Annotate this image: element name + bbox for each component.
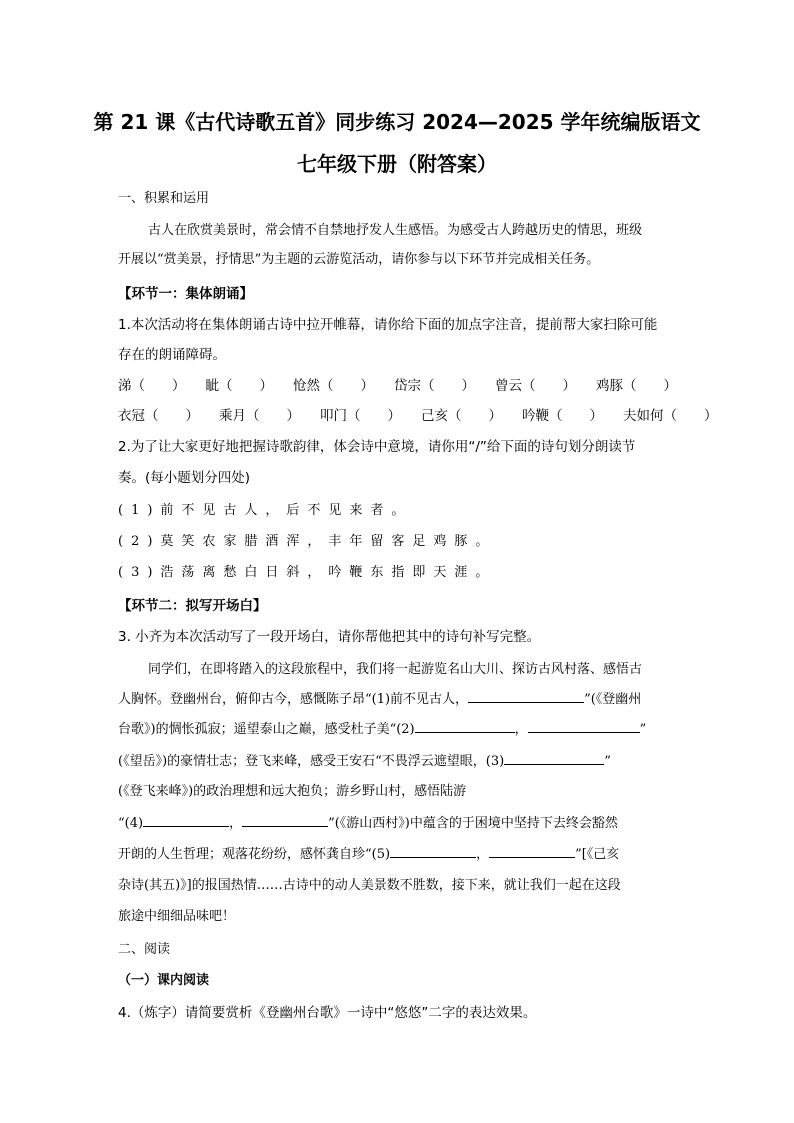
intro-line-1: 古人在欣赏美景时，常会情不自禁地抒发人生感悟。为感受古人跨越历史的情思，班级 bbox=[148, 223, 643, 238]
pinyin-item: 怆然（ ） bbox=[293, 378, 374, 394]
fill-blank-1[interactable] bbox=[468, 688, 584, 703]
pinyin-item: 夫如何（ ） bbox=[623, 408, 718, 424]
opening-para-line-4 bbox=[118, 750, 611, 769]
poem-line-1: (1)前不见古人，后不见来者。 bbox=[118, 503, 413, 518]
pinyin-row-2 bbox=[118, 404, 738, 424]
document-title-line2: 七年级下册（附答案） bbox=[297, 152, 497, 176]
text-span: ， bbox=[476, 847, 490, 862]
stage-heading-1: 【环节一：集体朗诵】 bbox=[118, 286, 253, 302]
opening-para-line-5: (《登飞来峰》)的政治理想和远大抱负；游乡野山村，感悟陆游 bbox=[118, 784, 467, 799]
text-span: ”(《登幽州 bbox=[584, 692, 642, 707]
pinyin-item: 叩门（ ） bbox=[320, 408, 401, 424]
pinyin-item: 乘月（ ） bbox=[219, 408, 300, 424]
question-1-line-1: 1.本次活动将在集体朗诵古诗中拉开帷幕，请你给下面的加点字注音，提前帮大家扫除可能 bbox=[118, 317, 658, 333]
question-2-line-2: 奏。(每小题划分四处) bbox=[118, 470, 251, 486]
stage-heading-2: 【环节二：拟写开场白】 bbox=[118, 598, 267, 614]
text-span: ”[《己亥 bbox=[575, 847, 620, 862]
text-span: (《望岳》)的豪情壮志；登飞来峰，感受王安石“不畏浮云遮望眼，(3) bbox=[118, 754, 505, 769]
question-1-line-2: 存在的朗诵障碍。 bbox=[118, 347, 226, 363]
fill-blank-5a[interactable] bbox=[390, 843, 476, 858]
pinyin-item: 鸡豚（ ） bbox=[596, 378, 677, 394]
text-span: ” bbox=[604, 754, 611, 769]
text-span: 开朗的人生哲理；观落花纷纷，感怀龚自珍“(5) bbox=[118, 847, 391, 862]
pinyin-item: 涕（ ） bbox=[118, 378, 186, 394]
question-3: 3. 小齐为本次活动写了一段开场白，请你帮他把其中的诗句补写完整。 bbox=[118, 629, 541, 645]
pinyin-item: 己亥（ ） bbox=[421, 408, 502, 424]
opening-para-line-6 bbox=[118, 812, 618, 831]
opening-para-line-7 bbox=[118, 843, 619, 862]
fill-blank-4a[interactable] bbox=[143, 812, 229, 827]
question-2-line-1: 2.为了让大家更好地把握诗歌韵律，体会诗中意境，请你用“/”给下面的诗句划分朗读节 bbox=[118, 439, 636, 455]
poem-line-2: (2)莫笑农家腊酒浑，丰年留客足鸡豚。 bbox=[118, 534, 497, 549]
fill-blank-4b[interactable] bbox=[242, 812, 328, 827]
fill-blank-2a[interactable] bbox=[415, 718, 515, 733]
text-span: 台歌》)的惆怅孤寂；遥望泰山之巅，感受杜子美“(2) bbox=[118, 722, 415, 737]
poem-line-3: (3)浩荡离愁白日斜，吟鞭东指即天涯。 bbox=[118, 565, 497, 580]
section-heading-1: 一、积累和运用 bbox=[118, 191, 210, 206]
pinyin-item: 眦（ ） bbox=[205, 378, 273, 394]
opening-para-line-3 bbox=[118, 718, 646, 737]
text-span: 人胸怀。登幽州台，俯仰古今，感慨陈子昂“(1)前不见古人， bbox=[118, 692, 469, 707]
text-span: ， bbox=[514, 722, 528, 737]
document-title-line1: 第 21 课《古代诗歌五首》同步练习 2024—2025 学年统编版语文 bbox=[93, 110, 701, 134]
opening-para-line-9: 旅途中细细品味吧！ bbox=[118, 909, 236, 924]
fill-blank-2b[interactable] bbox=[528, 718, 640, 733]
text-span: ， bbox=[229, 816, 243, 831]
opening-para-line-2 bbox=[118, 688, 641, 707]
section-heading-2: 二、阅读 bbox=[118, 942, 171, 957]
subsection-heading-1: （一）课内阅读 bbox=[118, 973, 210, 988]
fill-blank-3[interactable] bbox=[504, 750, 604, 765]
text-span: ”(《游山西村》)中蕴含的于困境中坚持下去终会豁然 bbox=[328, 816, 618, 831]
question-4: 4.（炼字）请简要赏析《登幽州台歌》一诗中“悠悠”二字的表达效果。 bbox=[118, 1005, 537, 1021]
intro-line-2: 开展以“赏美景，抒情思”为主题的云游览活动，请你参与以下环节并完成相关任务。 bbox=[118, 252, 600, 267]
opening-para-line-1: 同学们，在即将踏入的这段旅程中，我们将一起游览名山大川、探访古风村落、感悟古 bbox=[148, 662, 643, 677]
pinyin-item: 曾云（ ） bbox=[495, 378, 576, 394]
opening-para-line-8: 杂诗(其五)》]的报国热情……古诗中的动人美景数不胜数，接下来，就让我们一起在这段 bbox=[118, 878, 621, 893]
text-span: ” bbox=[639, 722, 647, 737]
text-span: “(4) bbox=[118, 816, 144, 831]
pinyin-item: 衣冠（ ） bbox=[118, 408, 199, 424]
fill-blank-5b[interactable] bbox=[489, 843, 575, 858]
pinyin-row-1 bbox=[118, 374, 697, 394]
pinyin-item: 吟鞭（ ） bbox=[522, 408, 603, 424]
pinyin-item: 岱宗（ ） bbox=[394, 378, 475, 394]
